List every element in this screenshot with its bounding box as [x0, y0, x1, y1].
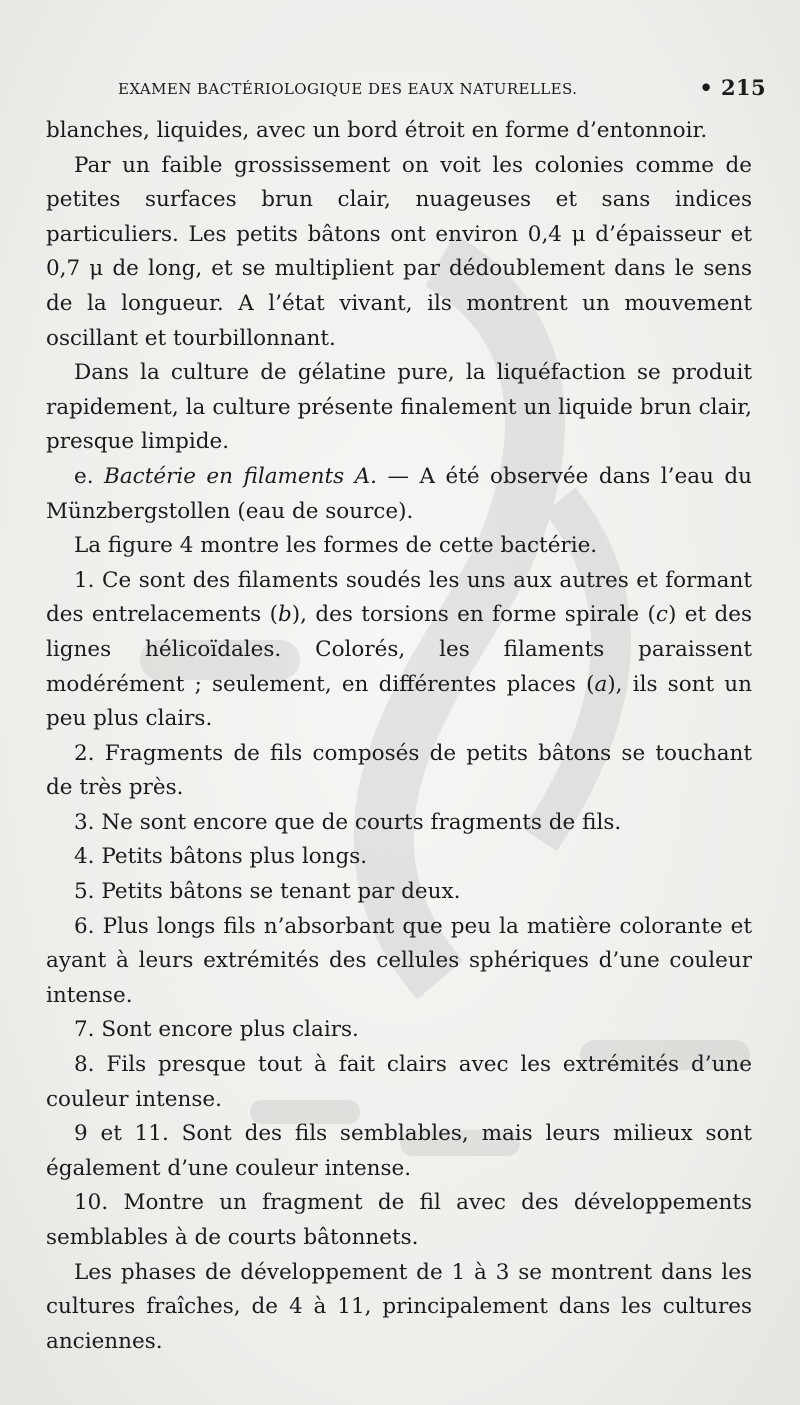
paragraph: Les phases de développement de 1 à 3 se montrent dans les cultures fraîches, de 4 à 11, principalement dans les cultures anciennes. — [46, 1259, 752, 1354]
paragraph: La figure 4 montre les formes de cette bactérie. — [74, 533, 598, 559]
figure-ref-b: b — [277, 602, 292, 628]
list-item: 8. Fils presque tout à fait clairs avec les extrémités d’une couleur intense. — [46, 1052, 752, 1112]
paragraph: Par un faible grossissement on voit les colonies comme de petites surfaces brun clair, nuageuses et sans indices particuliers. Les petits bâtons ont environ 0,4 μ d’épaisseur et 0,7 μ de long, et se multiplient par dédoublement dans le sens de la longueur. A l’état vivant, ils montrent un mouvement oscillant et tourbillonnant. — [46, 152, 752, 351]
list-item: 4. Petits bâtons plus longs. — [74, 844, 368, 870]
figure-ref-a: a — [594, 671, 608, 697]
running-header — [118, 75, 766, 106]
section-label: e. — [74, 463, 94, 489]
running-title: EXAMEN BACTÉRIOLOGIQUE DES EAUX NATURELLES. — [118, 80, 578, 98]
list-item: 7. Sont encore plus clairs. — [74, 1017, 359, 1043]
list-item: 5. Petits bâtons se tenant par deux. — [74, 879, 461, 905]
page-number: • 215 — [699, 75, 766, 100]
list-item: 3. Ne sont encore que de courts fragments de fils. — [74, 809, 622, 835]
list-item: 1. Ce sont des filaments soudés les uns aux autres et formant des entrelacements (b), des torsions en forme spirale (c) et des lignes hélicoïdales. Colorés, les filaments paraissent modérément ; seulement, en différentes places (a), ils sont un peu plus clairs. — [46, 567, 752, 732]
list-item: 6. Plus longs fils n’absorbant que peu la matière colorante et ayant à leurs extrémités des cellules sphériques d’une couleur intense. — [46, 913, 752, 1008]
list-item: 9 et 11. Sont des fils semblables, mais leurs milieux sont également d’une couleur intense. — [46, 1121, 752, 1181]
page-body — [46, 114, 752, 1359]
paragraph: Dans la culture de gélatine pure, la liquéfaction se produit rapidement, la culture présente finalement un liquide brun clair, presque limpide. — [46, 360, 752, 455]
figure-ref-c: c — [655, 602, 668, 628]
paragraph: blanches, liquides, avec un bord étroit en forme d’entonnoir. — [46, 118, 708, 143]
section-text: — A été observée dans l’eau du Münzbergstollen (eau de source). — [46, 463, 752, 524]
list-item: 10. Montre un fragment de fil avec des développements semblables à de courts bâtonnets. — [46, 1190, 752, 1250]
section-title: Bactérie en filaments A. — [104, 463, 377, 489]
list-item: 2. Fragments de fils composés de petits bâtons se touchant de très près. — [46, 740, 752, 801]
section-e-paragraph — [46, 460, 752, 529]
